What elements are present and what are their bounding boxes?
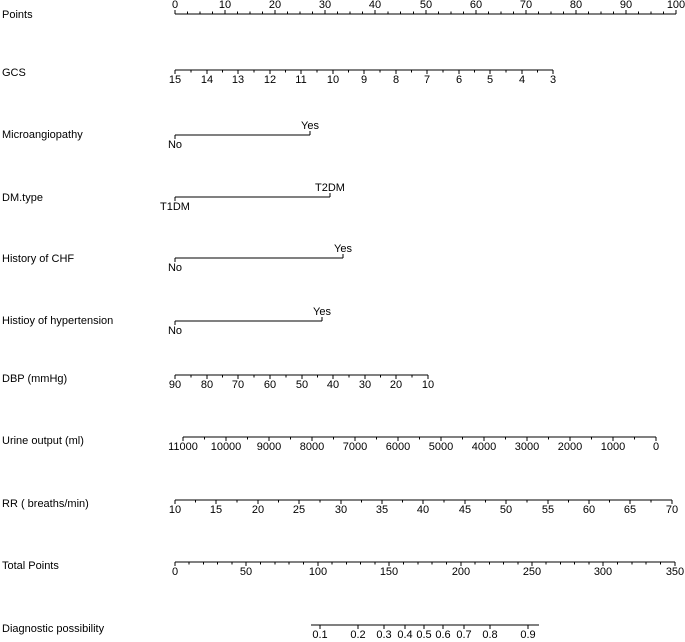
tick-label: T2DM bbox=[315, 182, 345, 194]
tick-label: 300 bbox=[593, 566, 613, 578]
tick-label: 60 bbox=[582, 504, 596, 516]
tick-label: No bbox=[167, 139, 183, 151]
axis-title-points: Points bbox=[2, 9, 33, 21]
tick-label: 35 bbox=[375, 504, 389, 516]
axis-urine-output bbox=[2, 435, 659, 453]
tick-label: 20 bbox=[389, 379, 403, 391]
tick-label: 10 bbox=[168, 504, 182, 516]
tick-label: 0 bbox=[652, 441, 660, 453]
axis-gcs bbox=[2, 67, 556, 86]
tick-label: 30 bbox=[334, 504, 348, 516]
tick-label: 40 bbox=[416, 504, 430, 516]
tick-label: 80 bbox=[200, 379, 214, 391]
tick-label: 4 bbox=[518, 74, 526, 86]
tick-label: 6000 bbox=[385, 441, 411, 453]
tick-label: 10000 bbox=[210, 441, 242, 453]
tick-label: 3 bbox=[549, 74, 557, 86]
tick-label: 100 bbox=[308, 566, 328, 578]
tick-label: 6 bbox=[455, 74, 463, 86]
tick-label: 50 bbox=[295, 379, 309, 391]
tick-label: T1DM bbox=[160, 201, 190, 213]
tick-label: 20 bbox=[268, 0, 282, 11]
tick-label: 13 bbox=[231, 74, 245, 86]
tick-label: 0.5 bbox=[416, 629, 432, 641]
tick-label: 30 bbox=[358, 379, 372, 391]
axis-history-of-chf bbox=[2, 243, 352, 274]
tick-label: 7000 bbox=[342, 441, 368, 453]
tick-label: 70 bbox=[231, 379, 245, 391]
tick-label: 50 bbox=[239, 566, 253, 578]
tick-label: 10 bbox=[421, 379, 435, 391]
tick-label: 50 bbox=[419, 0, 433, 11]
tick-label: Yes bbox=[334, 243, 352, 255]
tick-label: 5 bbox=[486, 74, 494, 86]
tick-label: 50 bbox=[499, 504, 513, 516]
tick-label: No bbox=[167, 262, 183, 274]
axis-title-gcs: GCS bbox=[2, 67, 26, 79]
axis-title-urine-output: Urine output (ml) bbox=[2, 435, 84, 447]
tick-label: 350 bbox=[665, 566, 685, 578]
axis-title-rr: RR ( breaths/min) bbox=[2, 498, 89, 510]
tick-label: 8000 bbox=[299, 441, 325, 453]
tick-label: 0 bbox=[171, 0, 179, 11]
axis-title-microangiopathy: Microangiopathy bbox=[2, 129, 83, 141]
tick-label: 5000 bbox=[428, 441, 454, 453]
tick-label: 40 bbox=[368, 0, 382, 11]
axis-dm-type bbox=[2, 182, 345, 213]
tick-label: 8 bbox=[392, 74, 400, 86]
tick-label: 9 bbox=[360, 74, 368, 86]
tick-label: 11 bbox=[295, 74, 307, 86]
tick-label: 0.2 bbox=[350, 629, 366, 641]
tick-label: 12 bbox=[263, 74, 277, 86]
tick-label: 25 bbox=[292, 504, 306, 516]
axis-title-dbp: DBP (mmHg) bbox=[2, 373, 68, 385]
tick-label: Yes bbox=[301, 120, 319, 132]
tick-label: 20 bbox=[251, 504, 265, 516]
tick-label: 7 bbox=[423, 74, 431, 86]
tick-label: 60 bbox=[469, 0, 483, 11]
tick-label: 40 bbox=[326, 379, 340, 391]
tick-label: 45 bbox=[458, 504, 472, 516]
tick-label: 0.3 bbox=[376, 629, 392, 641]
tick-label: 0.6 bbox=[435, 629, 451, 641]
tick-label: 9000 bbox=[256, 441, 282, 453]
tick-label: 90 bbox=[168, 379, 182, 391]
axis-title-total-points: Total Points bbox=[2, 560, 59, 572]
tick-label: 15 bbox=[209, 504, 223, 516]
tick-label: No bbox=[167, 325, 183, 337]
tick-label: 55 bbox=[541, 504, 555, 516]
tick-label: 15 bbox=[168, 74, 182, 86]
tick-label: 3000 bbox=[514, 441, 540, 453]
axis-title-history-of-hypertension: Histioy of hypertension bbox=[2, 315, 114, 327]
tick-label: 100 bbox=[666, 0, 685, 11]
tick-label: 10 bbox=[326, 74, 340, 86]
tick-label: 250 bbox=[522, 566, 542, 578]
tick-label: 150 bbox=[379, 566, 399, 578]
tick-label: 65 bbox=[623, 504, 637, 516]
tick-label: 70 bbox=[519, 0, 533, 11]
tick-label: 200 bbox=[451, 566, 471, 578]
tick-label: 90 bbox=[619, 0, 633, 11]
axis-dbp bbox=[2, 373, 434, 391]
axis-title-history-of-chf: History of CHF bbox=[2, 253, 75, 265]
tick-label: 0.4 bbox=[397, 629, 413, 641]
tick-label: 70 bbox=[665, 504, 679, 516]
axis-title-dm-type: DM.type bbox=[2, 192, 43, 204]
tick-label: 80 bbox=[569, 0, 583, 11]
axis-title-diagnostic-possibility: Diagnostic possibility bbox=[2, 623, 105, 635]
tick-label: 11000 bbox=[168, 441, 198, 453]
tick-label: 60 bbox=[263, 379, 277, 391]
axis-total-points bbox=[2, 560, 684, 578]
tick-label: 1000 bbox=[600, 441, 626, 453]
axis-history-of-hypertension bbox=[2, 306, 331, 337]
tick-label: Yes bbox=[313, 306, 331, 318]
tick-label: 0.7 bbox=[456, 629, 472, 641]
axis-points bbox=[2, 0, 685, 21]
tick-label: 4000 bbox=[471, 441, 497, 453]
tick-label: 0 bbox=[171, 566, 179, 578]
tick-label: 0.8 bbox=[482, 629, 498, 641]
tick-label: 30 bbox=[318, 0, 332, 11]
tick-label: 14 bbox=[200, 74, 214, 86]
axis-diagnostic-possibility bbox=[2, 623, 539, 641]
tick-label: 10 bbox=[218, 0, 232, 11]
axis-rr bbox=[2, 498, 678, 516]
tick-label: 0.9 bbox=[520, 629, 536, 641]
tick-label: 2000 bbox=[557, 441, 583, 453]
axis-microangiopathy bbox=[2, 120, 319, 151]
tick-label: 0.1 bbox=[312, 629, 328, 641]
